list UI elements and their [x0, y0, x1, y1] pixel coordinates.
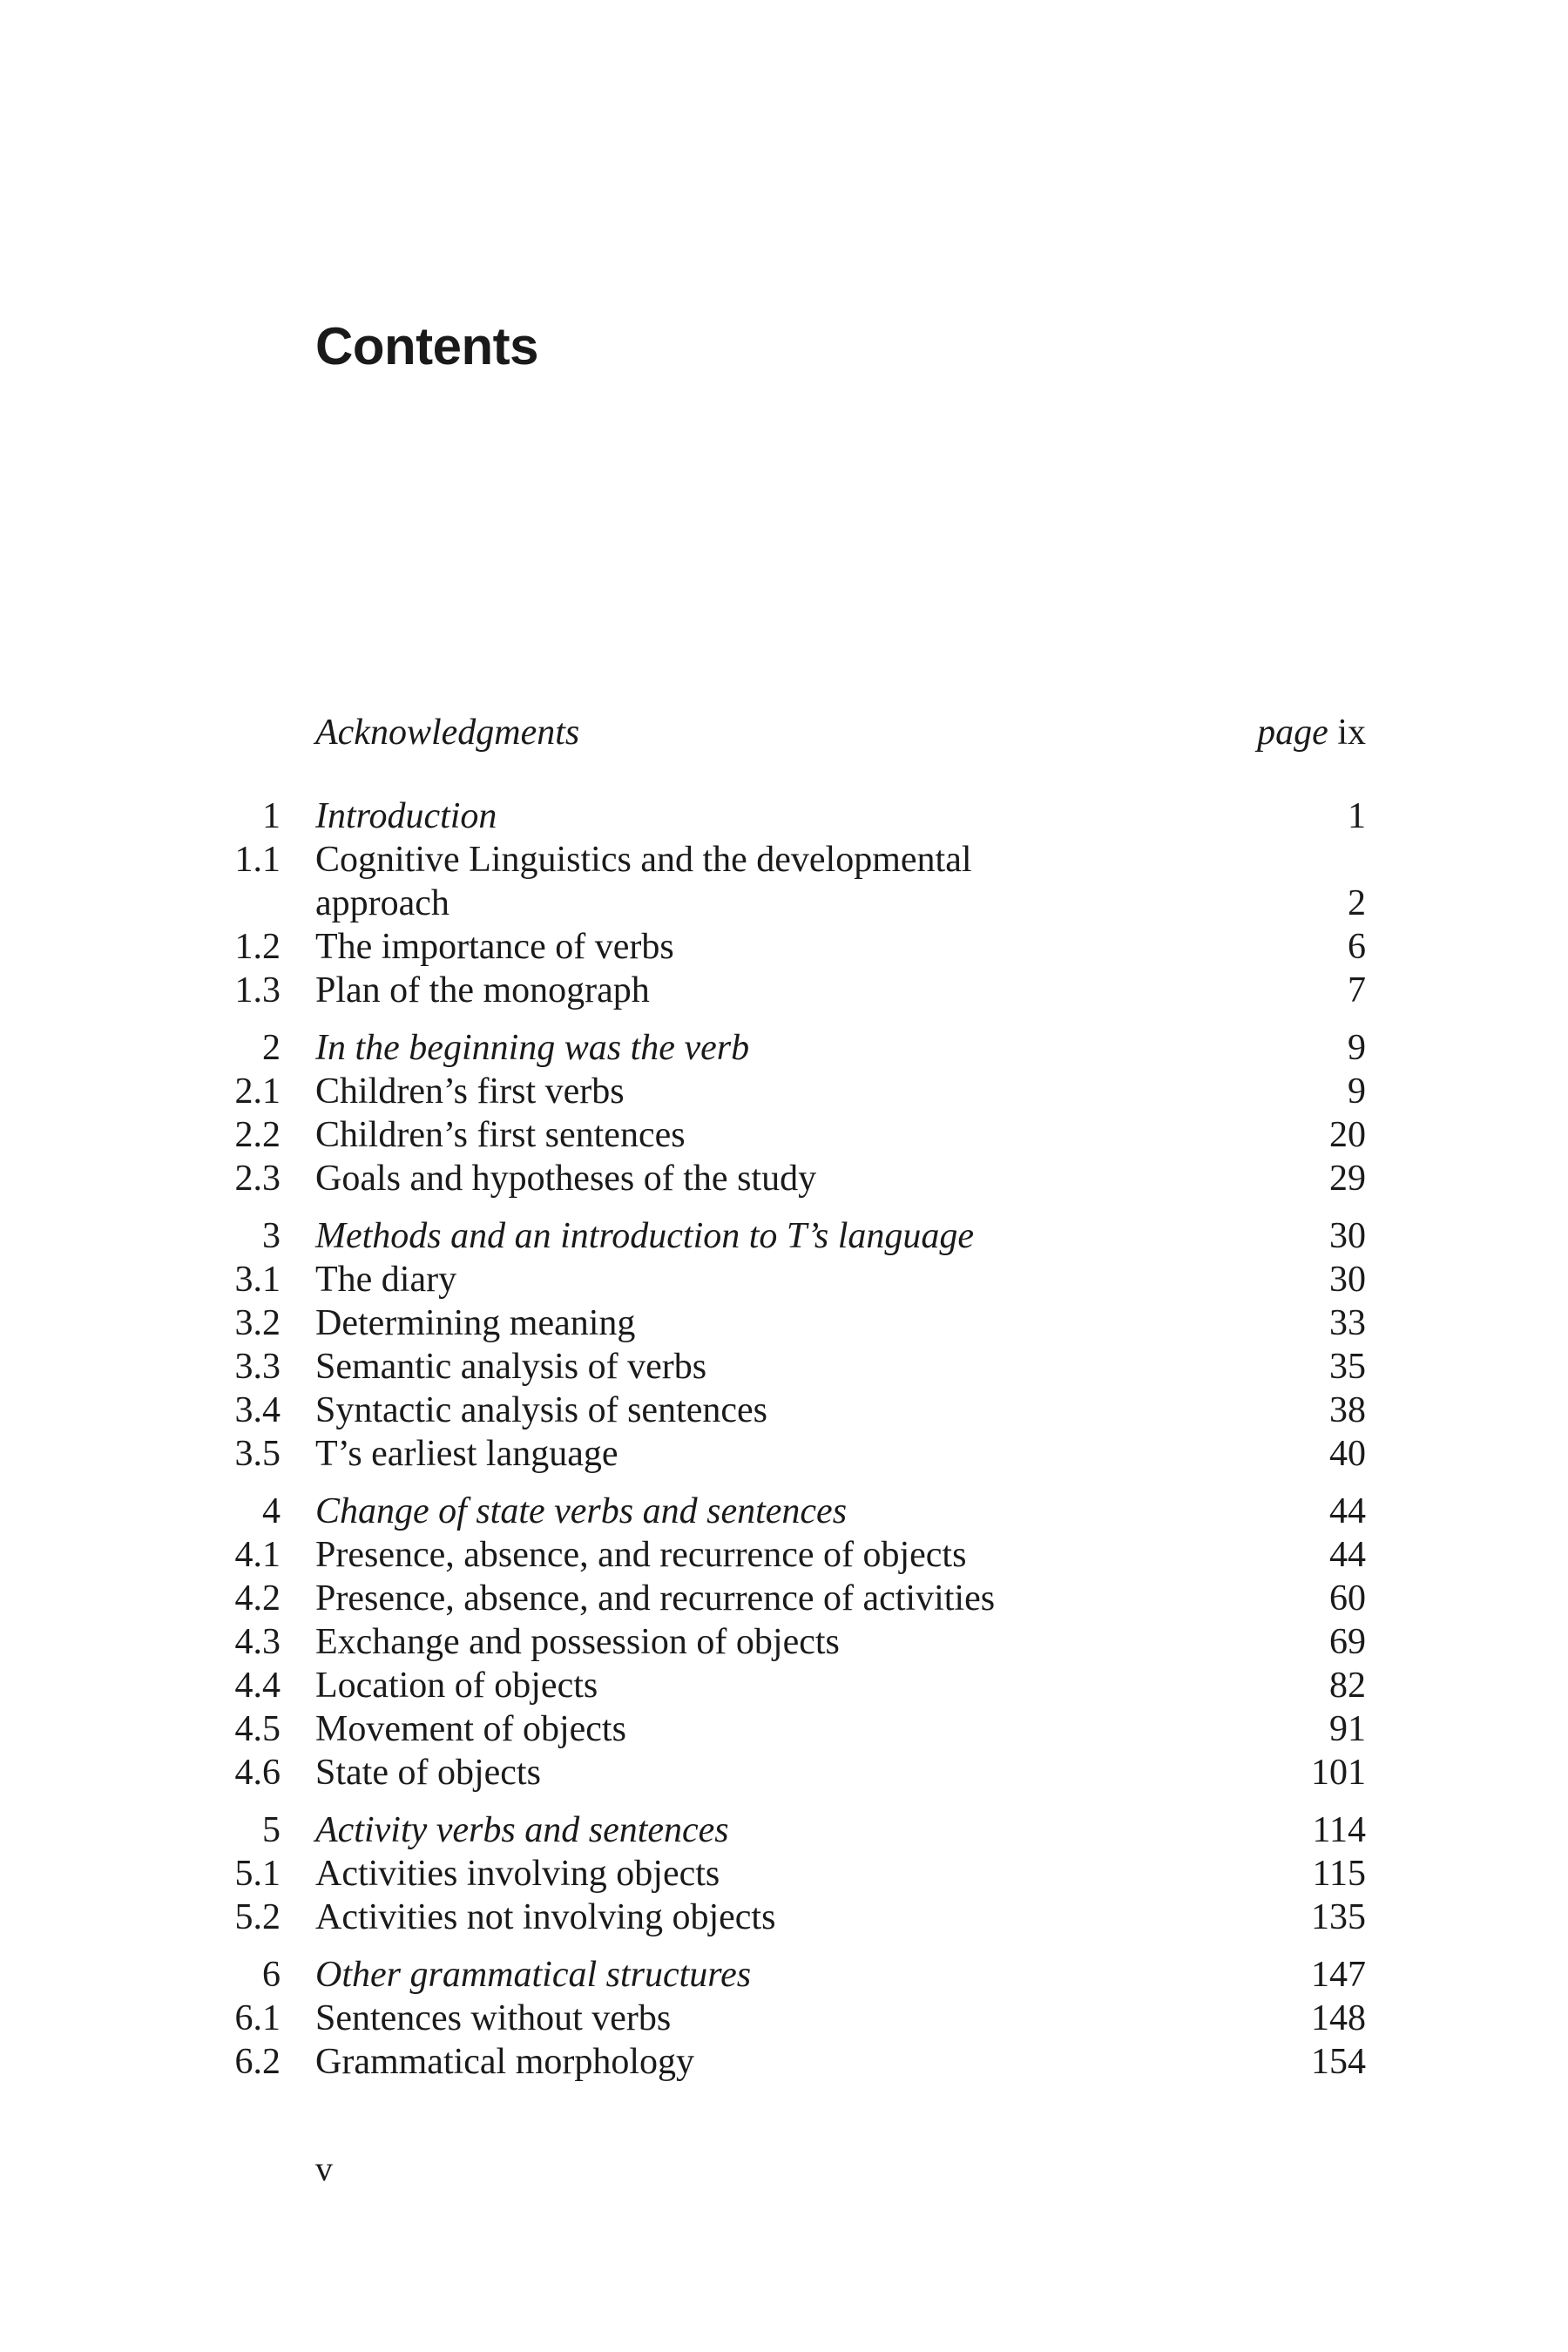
table-of-contents [192, 711, 1366, 2084]
toc-section-page: 148 [1311, 1998, 1366, 2038]
toc-chapter-row[interactable] [192, 794, 1366, 838]
toc-acknowledgments-page [1257, 711, 1366, 754]
toc-chapter-number: 4 [262, 1491, 280, 1531]
toc-section-page: 60 [1329, 1578, 1366, 1619]
toc-chapter-page: 30 [1329, 1216, 1366, 1256]
toc-section-title [315, 838, 1296, 925]
folio-page-number: v [315, 2149, 333, 2188]
toc-section-number: 4.6 [234, 1753, 280, 1793]
toc-chapter-title: Change of state verbs and sentences [315, 1491, 848, 1531]
toc-section-row[interactable] [192, 1751, 1366, 1794]
toc-section-page: 91 [1329, 1709, 1366, 1749]
toc-section-number: 3.1 [234, 1260, 280, 1300]
toc-section-row[interactable] [192, 1070, 1366, 1113]
toc-section-row[interactable] [192, 1533, 1366, 1577]
toc-section-number: 4.3 [234, 1622, 280, 1662]
toc-section-row[interactable] [192, 1852, 1366, 1896]
toc-section-number: 4.2 [234, 1578, 280, 1619]
toc-section-page: 40 [1329, 1434, 1366, 1474]
toc-section-row[interactable] [192, 1707, 1366, 1751]
toc-chapter-row[interactable] [192, 1490, 1366, 1533]
toc-chapter-row[interactable] [192, 1026, 1366, 1070]
toc-chapter-number: 5 [262, 1810, 280, 1850]
toc-chapter-page: 1 [1348, 796, 1366, 836]
toc-section-row[interactable] [192, 1301, 1366, 1345]
toc-chapter-title: Activity verbs and sentences [315, 1810, 729, 1850]
toc-section-number: 1.2 [234, 927, 280, 967]
toc-section-number: 1.3 [234, 970, 280, 1010]
toc-chapter-page: 9 [1348, 1028, 1366, 1068]
toc-section-row[interactable] [192, 1432, 1366, 1476]
toc-section-row[interactable] [192, 1258, 1366, 1301]
toc-section-row[interactable] [192, 1157, 1366, 1200]
toc-section-title: Semantic analysis of verbs [315, 1347, 707, 1387]
toc-section-number: 4.5 [234, 1709, 280, 1749]
toc-chapter-page: 114 [1312, 1810, 1366, 1850]
toc-section-title: Sentences without verbs [315, 1998, 672, 2038]
toc-section-title-line: approach [315, 883, 449, 923]
toc-section-page: 35 [1329, 1347, 1366, 1387]
toc-section-title: Movement of objects [315, 1709, 626, 1749]
toc-chapter-title: In the beginning was the verb [315, 1028, 750, 1068]
toc-section-title: Goals and hypotheses of the study [315, 1159, 817, 1199]
toc-section-row[interactable] [192, 2040, 1366, 2084]
toc-section-page: 20 [1329, 1115, 1366, 1155]
toc-section-page: 29 [1329, 1159, 1366, 1199]
toc-section-row[interactable] [192, 1345, 1366, 1389]
toc-section-page: 135 [1311, 1897, 1366, 1937]
toc-section-row[interactable] [192, 1577, 1366, 1620]
toc-chapter-number: 1 [262, 796, 280, 836]
toc-section-number: 5.1 [234, 1854, 280, 1894]
toc-section-number: 3.2 [234, 1303, 280, 1343]
toc-chapter-title: Methods and an introduction to T’s language [315, 1216, 974, 1256]
toc-section-title: Presence, absence, and recurrence of activities [315, 1578, 996, 1619]
toc-section-title: Location of objects [315, 1666, 598, 1706]
toc-section-page: 33 [1329, 1303, 1366, 1343]
toc-section-number: 3.4 [234, 1390, 280, 1430]
toc-section-row[interactable] [192, 1620, 1366, 1664]
toc-section-row[interactable] [192, 1389, 1366, 1432]
toc-section-number: 2.1 [234, 1071, 280, 1112]
page-label: page [1257, 713, 1328, 753]
toc-section-number: 4.1 [234, 1535, 280, 1575]
toc-section-row[interactable] [192, 1997, 1366, 2040]
toc-acknowledgments-title: Acknowledgments [315, 713, 580, 753]
toc-section-number: 2.3 [234, 1159, 280, 1199]
toc-section-page: 9 [1348, 1071, 1366, 1112]
toc-chapter-row[interactable] [192, 1214, 1366, 1258]
toc-section-title: Exchange and possession of objects [315, 1622, 840, 1662]
toc-section-title: T’s earliest language [315, 1434, 618, 1474]
toc-section-title: The importance of verbs [315, 927, 674, 967]
toc-section-number: 2.2 [234, 1115, 280, 1155]
toc-section-title: The diary [315, 1260, 457, 1300]
toc-section-title: Determining meaning [315, 1303, 636, 1343]
toc-section-row[interactable] [192, 969, 1366, 1012]
toc-section-title: Children’s first sentences [315, 1115, 686, 1155]
toc-section-row[interactable] [192, 925, 1366, 969]
toc-section-number: 4.4 [234, 1666, 280, 1706]
toc-section-page: 7 [1348, 970, 1366, 1010]
toc-section-page: 82 [1329, 1666, 1366, 1706]
toc-chapter-title: Other grammatical structures [315, 1955, 752, 1995]
toc-section-page: 154 [1311, 2042, 1366, 2082]
toc-section-page: 6 [1348, 927, 1366, 967]
toc-section-title: Grammatical morphology [315, 2042, 695, 2082]
toc-section-page: 69 [1329, 1622, 1366, 1662]
toc-section-number: 6.2 [234, 2042, 280, 2082]
toc-section-title: Syntactic analysis of sentences [315, 1390, 768, 1430]
toc-section-title: Children’s first verbs [315, 1071, 625, 1112]
toc-section-page: 101 [1311, 1753, 1366, 1793]
toc-section-page: 30 [1329, 1260, 1366, 1300]
page-title: Contents [315, 317, 538, 375]
toc-chapter-number: 3 [262, 1216, 280, 1256]
toc-chapter-page: 44 [1329, 1491, 1366, 1531]
toc-section-title-line: Cognitive Linguistics and the developmental [315, 840, 972, 880]
toc-section-page: 115 [1312, 1854, 1366, 1894]
toc-section-number: 5.2 [234, 1897, 280, 1937]
toc-section-title: State of objects [315, 1753, 541, 1793]
toc-section-number: 1.1 [234, 840, 280, 880]
toc-chapter-title: Introduction [315, 796, 497, 836]
toc-acknowledgments-row[interactable] [192, 711, 1366, 754]
toc-section-row[interactable] [192, 1664, 1366, 1707]
toc-section-page: 38 [1329, 1390, 1366, 1430]
toc-section-page: 2 [1348, 883, 1366, 923]
toc-section-number: 3.3 [234, 1347, 280, 1387]
toc-section-title: Plan of the monograph [315, 970, 650, 1010]
toc-section-row[interactable] [192, 1113, 1366, 1157]
toc-section-page: 44 [1329, 1535, 1366, 1575]
toc-chapter-page: 147 [1311, 1955, 1366, 1995]
toc-section-title: Activities not involving objects [315, 1897, 776, 1937]
page-number: ix [1337, 713, 1366, 753]
toc-section-row[interactable] [192, 838, 1366, 925]
toc-chapter-row[interactable] [192, 1808, 1366, 1852]
toc-section-row[interactable] [192, 1896, 1366, 1939]
toc-chapter-number: 2 [262, 1028, 280, 1068]
toc-chapter-number: 6 [262, 1955, 280, 1995]
toc-section-number: 3.5 [234, 1434, 280, 1474]
toc-section-title: Activities involving objects [315, 1854, 720, 1894]
toc-section-number: 6.1 [234, 1998, 280, 2038]
toc-chapter-row[interactable] [192, 1953, 1366, 1997]
toc-section-title: Presence, absence, and recurrence of objects [315, 1535, 967, 1575]
